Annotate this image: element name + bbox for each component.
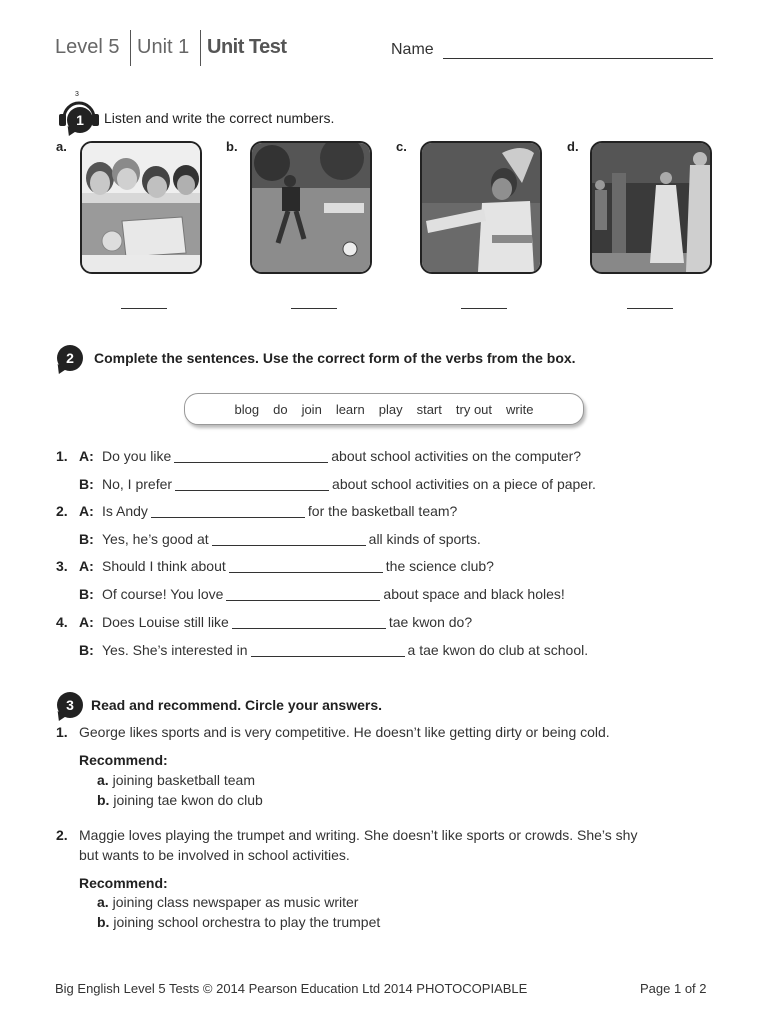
photo-letter-d: d. [567, 139, 579, 154]
exercise-2-item-1b [56, 476, 736, 496]
exercise-2-item-4b [56, 642, 736, 662]
sentence-end: about school activities on the computer? [331, 448, 582, 464]
answer-option-b[interactable] [97, 792, 263, 808]
fill-in-blank[interactable] [212, 531, 366, 546]
sentence-end: a tae kwon do club at school. [407, 642, 589, 658]
exercise-2-number: 2 [57, 345, 83, 371]
item-number: 3. [56, 558, 68, 574]
sentence-start: Yes. She’s interested in [102, 642, 248, 658]
sentence-start: Does Louise still like [102, 614, 229, 630]
fill-in-blank[interactable] [232, 614, 386, 629]
header-divider [130, 30, 131, 66]
word-box [184, 393, 584, 425]
word-item: play [378, 401, 403, 417]
word-item: learn [335, 401, 365, 417]
speaker-label: A: [79, 503, 94, 519]
option-letter: b. [97, 792, 110, 808]
option-letter: b. [97, 914, 110, 930]
sentence-start: Is Andy [102, 503, 148, 519]
sentence-end: tae kwon do? [388, 614, 473, 630]
scenario-text: but wants to be involved in school activities. [79, 847, 350, 863]
answer-blank-d[interactable] [627, 308, 673, 309]
speaker-label: B: [79, 476, 94, 492]
exercise-2-item-2b [56, 531, 736, 551]
track-number: 3 [75, 91, 79, 98]
sentence-end: about school activities on a piece of paper. [332, 476, 596, 492]
fill-in-blank[interactable] [174, 448, 328, 463]
answer-blank-c[interactable] [461, 308, 507, 309]
fill-in-blank[interactable] [229, 558, 383, 573]
sentence-start: Of course! You love [102, 586, 224, 602]
exercise-2-item-3a [56, 558, 736, 578]
answer-option-b[interactable] [97, 914, 380, 930]
scenario-text: Maggie loves playing the trumpet and writing. She doesn’t like sports or crowds. She’s shy [79, 827, 638, 843]
fill-in-blank[interactable] [175, 476, 329, 491]
recommend-label: Recommend: [79, 875, 168, 891]
item-number: 1. [56, 724, 68, 740]
sentence-end: about space and black holes! [383, 586, 565, 602]
sentence-start: No, I prefer [102, 476, 173, 492]
exercise-1-number: 1 [67, 107, 93, 133]
name-label: Name [391, 41, 434, 58]
sentence-end: all kinds of sports. [368, 531, 481, 547]
word-item: join [301, 401, 322, 417]
photo-tae-kwon-do [420, 141, 542, 274]
answer-option-a[interactable] [97, 894, 358, 910]
scenario-text: George likes sports and is very competitive. He doesn’t like getting dirty or being cold. [79, 724, 610, 740]
speaker-label: B: [79, 531, 94, 547]
item-number: 2. [56, 827, 68, 843]
photo-soccer-player [250, 141, 372, 274]
option-letter: a. [97, 894, 109, 910]
exercise-1-instruction: Listen and write the correct numbers. [104, 110, 335, 126]
item-number: 2. [56, 503, 68, 519]
option-text: joining school orchestra to play the trumpet [113, 914, 381, 930]
speaker-label: B: [79, 586, 94, 602]
exercise-2-item-1a [56, 448, 736, 468]
word-item: do [273, 401, 288, 417]
header-divider [200, 30, 201, 66]
sentence-start: Should I think about [102, 558, 226, 574]
exercise-2-instruction: Complete the sentences. Use the correct form of the verbs from the box. [94, 350, 576, 366]
sentence-end: for the basketball team? [307, 503, 458, 519]
photo-stage-play [590, 141, 712, 274]
answer-blank-b[interactable] [291, 308, 337, 309]
word-item: try out [455, 401, 493, 417]
exercise-2-item-3b [56, 586, 736, 606]
recommend-label: Recommend: [79, 752, 168, 768]
answer-option-a[interactable] [97, 772, 255, 788]
speaker-label: A: [79, 614, 94, 630]
photo-letter-b: b. [226, 139, 238, 154]
photo-letter-c: c. [396, 139, 407, 154]
photo-letter-a: a. [56, 139, 67, 154]
sentence-end: the science club? [385, 558, 494, 574]
footer-copyright: Big English Level 5 Tests © 2014 Pearson Education Ltd 2014 PHOTOCOPIABLE [55, 981, 528, 996]
exercise-3-number: 3 [57, 692, 83, 718]
test-title: Unit Test [207, 36, 287, 58]
option-text: joining basketball team [112, 772, 255, 788]
sentence-start: Yes, he’s good at [102, 531, 209, 547]
level-title: Level 5 [55, 36, 120, 58]
speaker-label: A: [79, 448, 94, 464]
speaker-label: A: [79, 558, 94, 574]
exercise-3-instruction: Read and recommend. Circle your answers. [91, 697, 382, 713]
fill-in-blank[interactable] [251, 642, 405, 657]
word-item: write [506, 401, 534, 417]
fill-in-blank[interactable] [151, 503, 305, 518]
page-number: Page 1 of 2 [640, 981, 707, 996]
exercise-2-item-4a [56, 614, 736, 634]
word-item: start [416, 401, 442, 417]
fill-in-blank[interactable] [226, 586, 380, 601]
photo-kids-laptop [80, 141, 202, 274]
item-number: 4. [56, 614, 68, 630]
option-text: joining tae kwon do club [113, 792, 263, 808]
exercise-2-item-2a [56, 503, 736, 523]
word-item: blog [234, 401, 260, 417]
answer-blank-a[interactable] [121, 308, 167, 309]
speaker-label: B: [79, 642, 94, 658]
item-number: 1. [56, 448, 68, 464]
unit-title: Unit 1 [137, 36, 190, 58]
option-text: joining class newspaper as music writer [112, 894, 359, 910]
option-letter: a. [97, 772, 109, 788]
name-field[interactable] [443, 58, 713, 59]
sentence-start: Do you like [102, 448, 172, 464]
